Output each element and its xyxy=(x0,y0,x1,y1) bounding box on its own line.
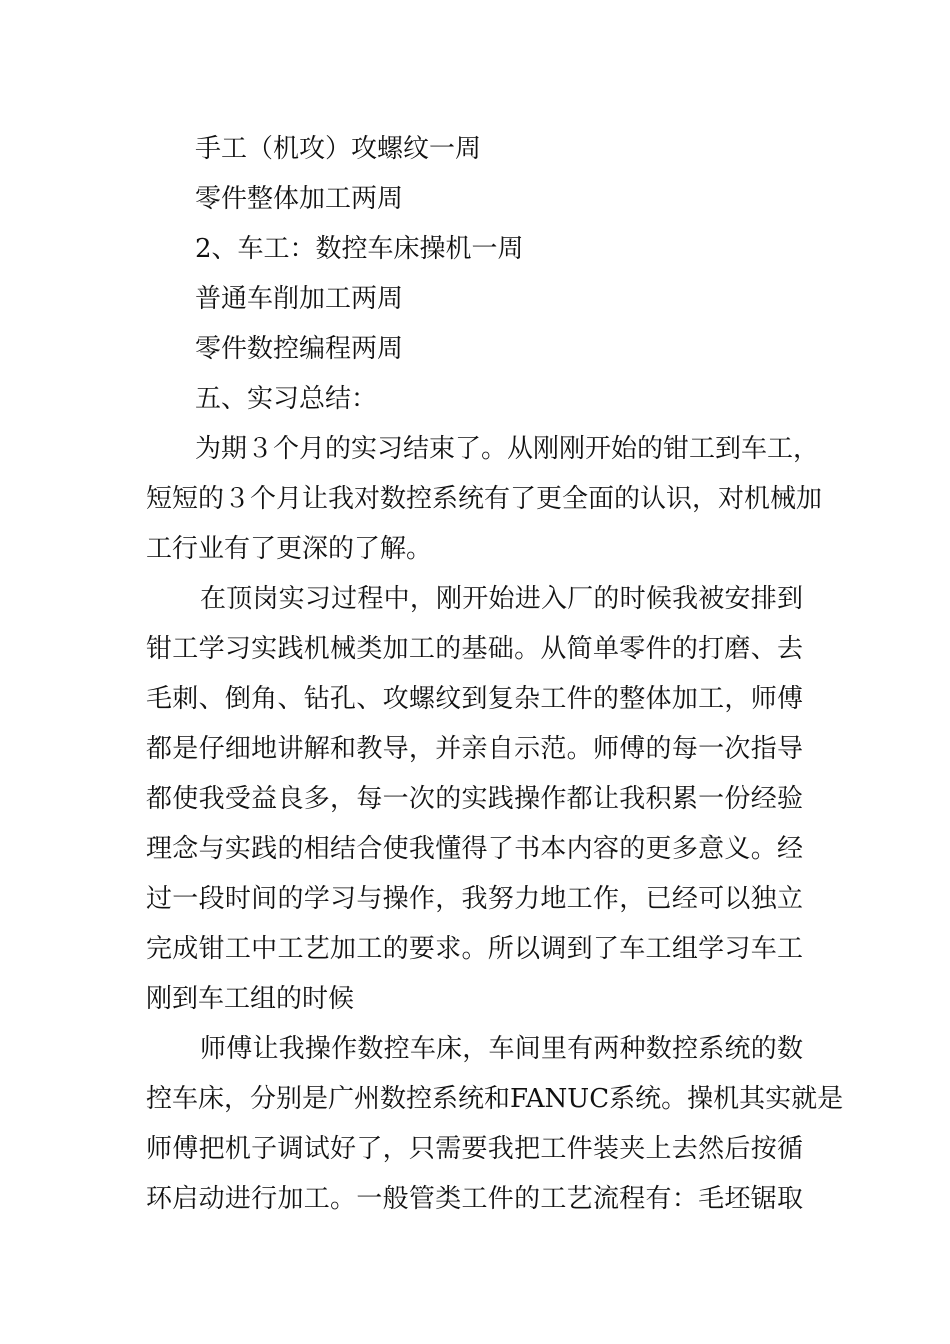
paragraph-line: 理念与实践的相结合使我懂得了书本内容的更多意义。经 xyxy=(146,834,803,864)
schedule-item: 手工（机攻）攻螺纹一周 xyxy=(195,134,482,164)
paragraph-line: 毛刺、倒角、钻孔、攻螺纹到复杂工件的整体加工，师傅 xyxy=(146,684,803,714)
schedule-item: 普通车削加工两周 xyxy=(195,284,404,314)
paragraph-line: 完成钳工中工艺加工的要求。所以调到了车工组学习车工 xyxy=(146,934,803,964)
paragraph-line: 控车床，分别是广州数控系统和FANUC系统。操机其实就是 xyxy=(146,1084,844,1114)
paragraph-line: 工行业有了更深的了解。 xyxy=(146,534,433,564)
paragraph-line: 师傅把机子调试好了，只需要我把工件装夹上去然后按循 xyxy=(146,1134,803,1164)
paragraph-line: 在顶岗实习过程中，刚开始进入厂的时候我被安排到 xyxy=(200,584,803,614)
paragraph-line: 过一段时间的学习与操作，我努力地工作，已经可以独立 xyxy=(146,884,803,914)
section-heading: 五、实习总结： xyxy=(195,384,378,414)
paragraph-line: 为期３个月的实习结束了。从刚刚开始的钳工到车工， xyxy=(195,434,820,464)
paragraph-line: 师傅让我操作数控车床，车间里有两种数控系统的数 xyxy=(200,1034,803,1064)
schedule-item: 零件整体加工两周 xyxy=(195,184,404,214)
paragraph-line: 钳工学习实践机械类加工的基础。从简单零件的打磨、去 xyxy=(146,634,803,664)
paragraph-line: 都使我受益良多，每一次的实践操作都让我积累一份经验 xyxy=(146,784,803,814)
paragraph-line: 刚到车工组的时候 xyxy=(146,984,355,1014)
paragraph-line: 短短的３个月让我对数控系统有了更全面的认识，对机械加 xyxy=(146,484,823,514)
schedule-item: 零件数控编程两周 xyxy=(195,334,404,364)
paragraph-line: 都是仔细地讲解和教导，并亲自示范。师傅的每一次指导 xyxy=(146,734,803,764)
paragraph-line: 环启动进行加工。一般管类工件的工艺流程有：毛坯锯取 xyxy=(146,1184,803,1214)
schedule-item: 2、车工：数控车床操机一周 xyxy=(195,234,524,264)
